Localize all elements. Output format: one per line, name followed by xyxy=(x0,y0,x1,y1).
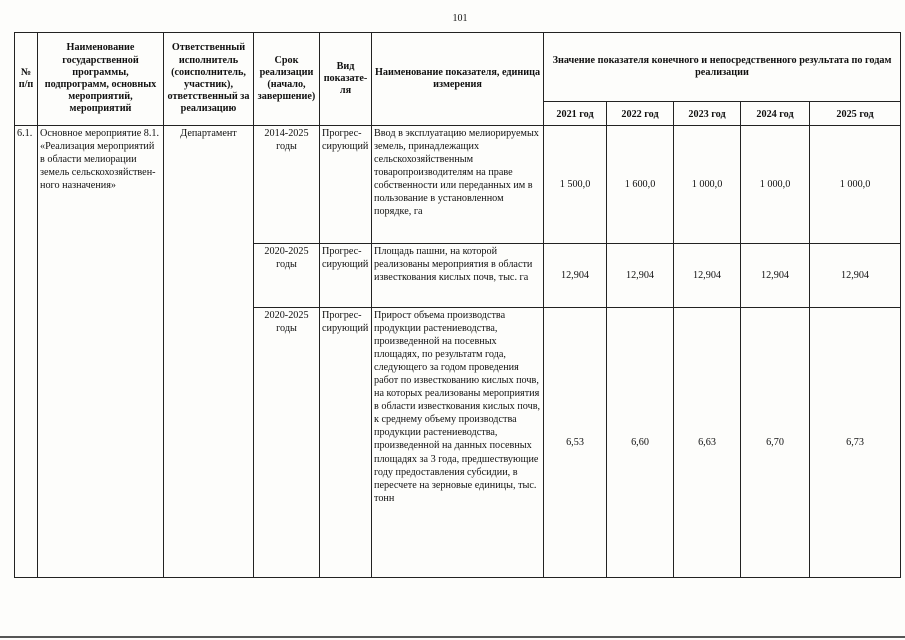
page-bottom-edge xyxy=(0,636,905,638)
row-value: 1 000,0 xyxy=(674,126,741,244)
header-indicator: Наименование показателя, единица измерения xyxy=(372,33,544,126)
row-indicator: Ввод в эксплуатацию мелиорируемых земель, принадлежащих сельскохозяйственным товаропроизводителям на праве собственности или переданных им в пользование в установленном порядке, га xyxy=(372,126,544,244)
row-term: 2020-2025 годы xyxy=(254,308,320,578)
header-year: 2025 год xyxy=(810,102,901,126)
table-row xyxy=(15,126,901,244)
indicators-table xyxy=(14,32,901,578)
header-year: 2021 год xyxy=(544,102,607,126)
row-indicator: Площадь пашни, на которой реализованы мероприятия в области известкования кислых почв, тыс. га xyxy=(372,244,544,308)
row-value: 1 600,0 xyxy=(607,126,674,244)
row-type: Прогрес-сирующий xyxy=(320,126,372,244)
section-responsible: Департамент xyxy=(164,126,254,578)
row-value: 1 000,0 xyxy=(810,126,901,244)
row-value: 6,73 xyxy=(810,308,901,578)
row-value: 12,904 xyxy=(607,244,674,308)
row-value: 6,60 xyxy=(607,308,674,578)
header-year: 2024 год xyxy=(741,102,810,126)
row-indicator: Прирост объема производства продукции растениеводства, произведенной на посевных площадях, по результатм года, следующего за годом проведения работ по известкованию кислых почв, на которых реализованы мероприятия в области известкования кислых почв, к среднему объему производства продукции растениеводства, произведенной на данных посевных площадях за 3 года, предшествующие году предоставления субсидии, в пересчете на зерновые единицы, тыс. тонн xyxy=(372,308,544,578)
section-num: 6.1. xyxy=(15,126,38,578)
header-year: 2022 год xyxy=(607,102,674,126)
row-value: 1 500,0 xyxy=(544,126,607,244)
header-num: № п/п xyxy=(15,33,38,126)
header-year: 2023 год xyxy=(674,102,741,126)
header-term: Срок реализации (начало, завершение) xyxy=(254,33,320,126)
header-type: Вид показате-ля xyxy=(320,33,372,126)
row-type: Прогрес-сирующий xyxy=(320,244,372,308)
row-value: 6,53 xyxy=(544,308,607,578)
row-value: 12,904 xyxy=(741,244,810,308)
row-term: 2014-2025 годы xyxy=(254,126,320,244)
header-name: Наименование государственной программы, подпрограмм, основных мероприятий, мероприятий xyxy=(38,33,164,126)
header-responsible: Ответственный исполнитель (соисполнитель, участник), ответственный за реализацию xyxy=(164,33,254,126)
row-value: 12,904 xyxy=(674,244,741,308)
section-name: Основное мероприятие 8.1. «Реализация мероприятий в области мелиорации земель сельскохозяйствен-ного назначения» xyxy=(38,126,164,578)
header-values-group: Значение показателя конечного и непосредственного результата по годам реализации xyxy=(544,33,901,102)
page-number: 101 xyxy=(452,13,468,24)
row-term: 2020-2025 годы xyxy=(254,244,320,308)
row-type: Прогрес-сирующий xyxy=(320,308,372,578)
row-value: 6,70 xyxy=(741,308,810,578)
row-value: 1 000,0 xyxy=(741,126,810,244)
row-value: 12,904 xyxy=(810,244,901,308)
row-value: 6,63 xyxy=(674,308,741,578)
row-value: 12,904 xyxy=(544,244,607,308)
